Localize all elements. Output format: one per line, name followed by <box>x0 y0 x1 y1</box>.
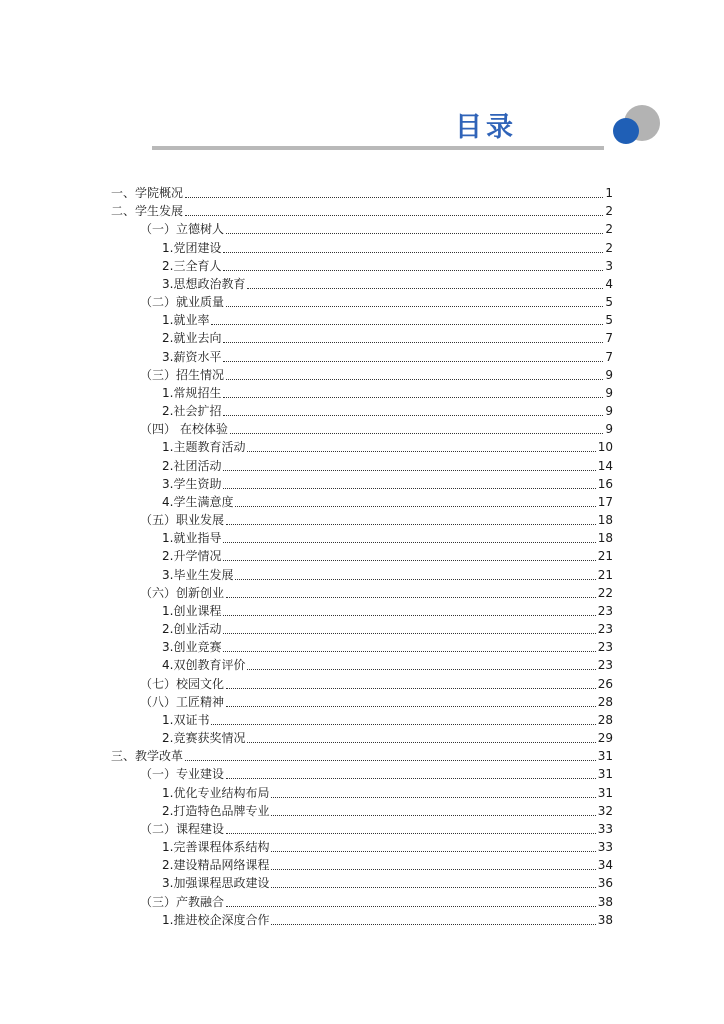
toc-entry[interactable] <box>162 873 613 891</box>
toc-entry-label: （六）创新创业 <box>140 585 225 600</box>
dot-leader <box>226 687 596 689</box>
toc-entry[interactable] <box>162 437 613 455</box>
toc-entry-page-number: 28 <box>597 694 613 709</box>
dot-leader <box>226 378 603 380</box>
toc-entry-page-number: 5 <box>605 295 613 310</box>
toc-entry-page-number: 1 <box>605 186 613 200</box>
toc-entry-page-number: 23 <box>597 603 613 618</box>
toc-entry[interactable] <box>140 764 613 782</box>
dot-leader <box>185 196 603 198</box>
toc-entry[interactable] <box>162 474 613 492</box>
toc-entry-label: 2.就业去向 <box>162 331 222 346</box>
dot-leader <box>226 596 596 598</box>
toc-entry[interactable] <box>162 728 613 746</box>
toc-entry-page-number: 9 <box>605 367 613 382</box>
toc-entry[interactable] <box>162 328 613 346</box>
toc-entry[interactable] <box>140 219 613 237</box>
toc-entry-label: 3.加强课程思政建设 <box>162 876 270 891</box>
dot-leader <box>271 868 595 870</box>
toc-entry-label: 1.完善课程体系结构 <box>162 840 270 855</box>
toc-entry-label: （二）课程建设 <box>140 821 225 836</box>
dot-leader <box>226 777 596 779</box>
toc-entry[interactable] <box>162 619 613 637</box>
toc-entry[interactable] <box>162 383 613 401</box>
toc-entry-page-number: 3 <box>605 258 613 273</box>
toc-entry-page-number: 22 <box>597 585 613 600</box>
toc-entry-label: 1.常规招生 <box>162 385 222 400</box>
toc-entry[interactable] <box>140 419 613 437</box>
toc-entry-page-number: 34 <box>597 858 613 873</box>
toc-entry-page-number: 17 <box>597 494 613 509</box>
toc-entry[interactable] <box>162 456 613 474</box>
toc-entry-label: 2.打造特色品牌专业 <box>162 803 270 818</box>
toc-entry-page-number: 23 <box>597 658 613 673</box>
dot-leader <box>271 850 595 852</box>
toc-entry[interactable] <box>140 692 613 710</box>
toc-entry-page-number: 36 <box>597 876 613 891</box>
dot-leader <box>226 232 603 234</box>
toc-entry-page-number: 9 <box>605 404 613 419</box>
toc-entry[interactable] <box>162 274 613 292</box>
toc-entry-page-number: 23 <box>597 622 613 637</box>
dot-leader <box>223 269 603 271</box>
toc-entry-label: 4.学生满意度 <box>162 494 234 509</box>
toc-entry-page-number: 21 <box>597 549 613 564</box>
toc-entry-label: 1.就业率 <box>162 313 210 328</box>
toc-entry-label: 1.推进校企深度合作 <box>162 912 270 927</box>
toc-entry[interactable] <box>140 583 613 601</box>
toc-entry-label: 3.思想政治教育 <box>162 276 246 291</box>
dot-leader <box>271 923 595 925</box>
toc-entry-label: （二）就业质量 <box>140 295 225 310</box>
dot-leader <box>247 287 603 289</box>
toc-entry[interactable] <box>162 310 613 328</box>
toc-entry-page-number: 18 <box>597 531 613 546</box>
toc-entry[interactable] <box>111 183 613 201</box>
dot-leader <box>223 650 595 652</box>
toc-entry-page-number: 33 <box>597 821 613 836</box>
toc-entry-page-number: 2 <box>605 204 613 219</box>
toc-entry-page-number: 5 <box>605 313 613 328</box>
dot-leader <box>226 905 596 907</box>
dot-leader <box>271 814 595 816</box>
toc-entry-label: 1.就业指导 <box>162 531 222 546</box>
toc-entry-label: （一）专业建设 <box>140 767 225 782</box>
dot-leader <box>223 341 603 343</box>
toc-entry[interactable] <box>140 292 613 310</box>
dot-leader <box>226 705 596 707</box>
toc-entry-page-number: 21 <box>597 567 613 582</box>
toc-entry-page-number: 38 <box>597 894 613 909</box>
dot-leader <box>247 741 595 743</box>
toc-entry[interactable] <box>162 910 613 928</box>
toc-entry[interactable] <box>162 637 613 655</box>
dot-leader <box>223 487 595 489</box>
toc-entry-page-number: 14 <box>597 458 613 473</box>
dot-leader <box>235 505 595 507</box>
toc-entry-label: 2.建设精品网络课程 <box>162 858 270 873</box>
toc-entry[interactable] <box>162 801 613 819</box>
toc-entry-page-number: 7 <box>605 349 613 364</box>
dot-leader <box>185 214 603 216</box>
toc-entry-label: 1.创业课程 <box>162 603 222 618</box>
decorative-circles-logo <box>605 104 665 150</box>
page-title: 目录 <box>455 112 517 143</box>
toc-entry-page-number: 28 <box>597 712 613 727</box>
toc-entry-label: 3.创业竞赛 <box>162 640 222 655</box>
toc-entry[interactable] <box>162 347 613 365</box>
toc-entry-label: 一、学院概况 <box>111 186 184 200</box>
dot-leader <box>271 796 595 798</box>
dot-leader <box>223 414 603 416</box>
dot-leader <box>223 541 595 543</box>
toc-entry-page-number: 31 <box>597 749 613 764</box>
toc-entry-label: 1.党团建设 <box>162 240 222 255</box>
dot-leader <box>223 469 595 471</box>
toc-entry[interactable] <box>162 565 613 583</box>
toc-entry-label: 三、教学改革 <box>111 749 184 764</box>
toc-entry[interactable] <box>140 510 613 528</box>
toc-entry-label: 1.主题教育活动 <box>162 440 246 455</box>
toc-entry-label: 2.竞赛获奖情况 <box>162 731 246 746</box>
toc-entry-page-number: 32 <box>597 803 613 818</box>
toc-entry-label: 2.三全育人 <box>162 258 222 273</box>
toc-entry[interactable] <box>162 492 613 510</box>
toc-entry-page-number: 31 <box>597 767 613 782</box>
toc-entry[interactable] <box>162 528 613 546</box>
toc-entry-page-number: 16 <box>597 476 613 491</box>
toc-entry-page-number: 18 <box>597 513 613 528</box>
toc-entry-label: 1.优化专业结构布局 <box>162 785 270 800</box>
toc-entry[interactable] <box>162 256 613 274</box>
toc-entry-page-number: 4 <box>605 276 613 291</box>
toc-entry[interactable] <box>162 783 613 801</box>
toc-entry-page-number: 31 <box>597 785 613 800</box>
toc-entry-label: （三）产教融合 <box>140 894 225 909</box>
title-underline <box>152 146 604 150</box>
toc-entry[interactable] <box>162 855 613 873</box>
toc-entry[interactable] <box>111 746 613 764</box>
toc-entry-page-number: 2 <box>605 240 613 255</box>
toc-entry-label: （五）职业发展 <box>140 513 225 528</box>
toc-entry-label: 1.双证书 <box>162 712 210 727</box>
dot-leader <box>271 886 595 888</box>
dot-leader <box>230 432 604 434</box>
toc-entry-label: （三）招生情况 <box>140 367 225 382</box>
dot-leader <box>223 614 595 616</box>
toc-entry-label: 2.创业活动 <box>162 622 222 637</box>
toc-entry[interactable] <box>162 238 613 256</box>
toc-entry-label: （四） 在校体验 <box>140 422 228 437</box>
dot-leader <box>247 450 595 452</box>
dot-leader <box>235 578 595 580</box>
toc-entry[interactable] <box>162 710 613 728</box>
dot-leader <box>223 360 603 362</box>
toc-entry[interactable] <box>162 655 613 673</box>
toc-entry-label: （一）立德树人 <box>140 222 225 237</box>
toc-entry-label: 3.薪资水平 <box>162 349 222 364</box>
toc-entry[interactable] <box>140 892 613 910</box>
toc-entry-label: 3.学生资助 <box>162 476 222 491</box>
toc-entry-page-number: 38 <box>597 912 613 927</box>
dot-leader <box>223 396 603 398</box>
toc-entry-label: （八）工匠精神 <box>140 694 225 709</box>
toc-entry-label: （七）校园文化 <box>140 676 225 691</box>
toc-entry-label: 4.双创教育评价 <box>162 658 246 673</box>
toc-entry-page-number: 9 <box>605 422 613 437</box>
dot-leader <box>211 323 603 325</box>
toc-entry-label: 3.毕业生发展 <box>162 567 234 582</box>
toc-entry-page-number: 33 <box>597 840 613 855</box>
dot-leader <box>185 759 596 761</box>
toc-entry-page-number: 23 <box>597 640 613 655</box>
toc-entry[interactable] <box>162 546 613 564</box>
toc-entry[interactable] <box>162 401 613 419</box>
dot-leader <box>226 523 596 525</box>
toc-entry-page-number: 7 <box>605 331 613 346</box>
toc-entry[interactable] <box>140 819 613 837</box>
dot-leader <box>223 559 595 561</box>
toc-entry-label: 二、学生发展 <box>111 204 184 219</box>
toc-entry-label: 2.社团活动 <box>162 458 222 473</box>
toc-entry-label: 2.社会扩招 <box>162 404 222 419</box>
toc-entry[interactable] <box>140 365 613 383</box>
dot-leader <box>226 832 596 834</box>
toc-entry[interactable] <box>162 837 613 855</box>
toc-entry-page-number: 10 <box>597 440 613 455</box>
toc-entry[interactable] <box>162 601 613 619</box>
toc-entry-page-number: 26 <box>597 676 613 691</box>
toc-entry-page-number: 29 <box>597 731 613 746</box>
dot-leader <box>211 723 595 725</box>
dot-leader <box>223 251 603 253</box>
toc-entry-label: 2.升学情况 <box>162 549 222 564</box>
toc-entry[interactable] <box>140 674 613 692</box>
dot-leader <box>223 632 595 634</box>
toc-entry-page-number: 9 <box>605 385 613 400</box>
toc-entry-page-number: 2 <box>605 222 613 237</box>
dot-leader <box>247 668 595 670</box>
dot-leader <box>226 305 603 307</box>
logo-front-circle <box>613 118 639 144</box>
toc-entry[interactable] <box>111 201 613 219</box>
